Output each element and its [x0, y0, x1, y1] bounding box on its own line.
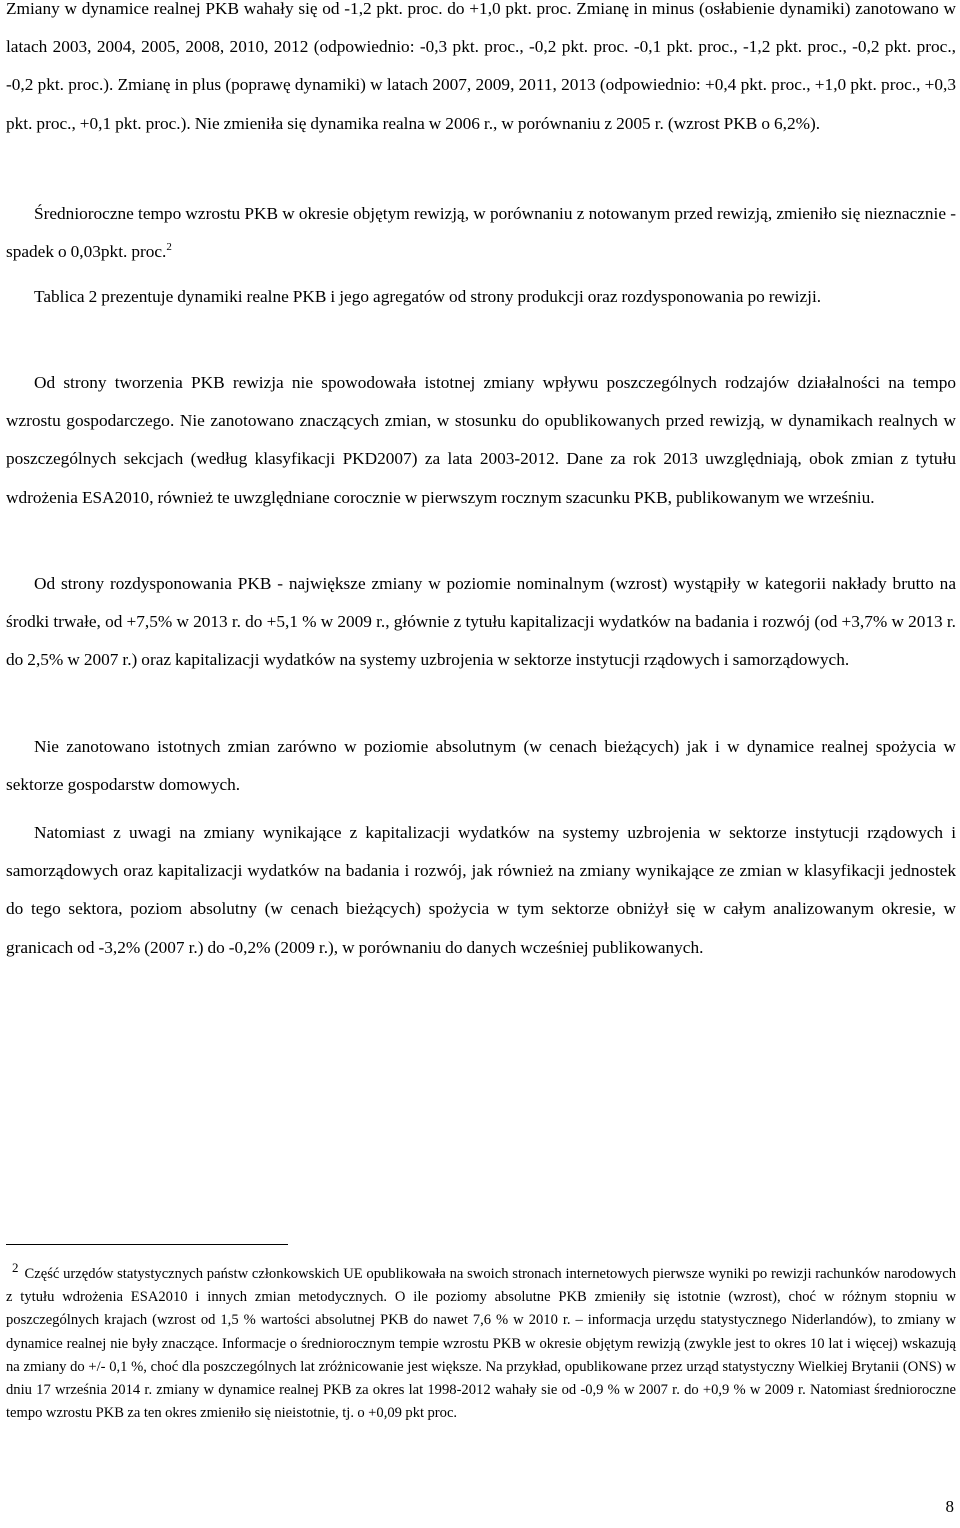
page-number: 8	[945, 1497, 954, 1516]
paragraph-production-side	[6, 364, 956, 517]
paragraph-government-consumption	[6, 814, 956, 967]
paragraph-7: Natomiast z uwagi na zmiany wynikające z kapitalizacji wydatków na systemy uzbrojenia w sektorze instytucji rządowych i samorządowych oraz kapitalizacji wydatków na badania i rozwój, jak również na zmiany wynikające ze zmian w klasyfikacji jednostek do tego sektora, poziom absolutny (w cenach bieżących) spożycia w tym sektorze obniżył się w całym analizowanym okresie, w granicach od -3,2% (2007 r.) do -0,2% (2009 r.), w porównaniu do danych wcześniej publikowanych.	[6, 823, 956, 957]
paragraph-5: Od strony rozdysponowania PKB - największe zmiany w poziomie nominalnym (wzrost) wystąpiły w kategorii nakłady brutto na środki trwałe, od +7,5% w 2013 r. do +5,1 % w 2009 r., głównie z tytułu kapitalizacji wydatków na badania i rozwój (od +3,7% w 2013 r. do 2,5% w 2007 r.) oraz kapitalizacji wydatków na systemy uzbrojenia w sektorze instytucji rządowych i samorządowych.	[6, 574, 956, 670]
paragraph-expenditure-side	[6, 565, 956, 680]
paragraph-1: Zmiany w dynamice realnej PKB wahały się od -1,2 pkt. proc. do +1,0 pkt. proc. Zmianę in minus (osłabienie dynamiki) zanotowano w latach 2003, 2004, 2005, 2008, 2010, 2012 (odpowiednio: -0,3 pkt. proc., -0,2 pkt. proc. -0,1 pkt. proc., -1,2 pkt. proc., -0,2 pkt. proc., -0,2 pkt. proc.). Zmianę in plus (poprawę dynamiki) w latach 2007, 2009, 2011, 2013 (odpowiednio: +0,4 pkt. proc., +1,0 pkt. proc., +0,3 pkt. proc., +0,1 pkt. proc.). Nie zmieniła się dynamika realna w 2006 r., w porównaniu z 2005 r. (wzrost PKB o 6,2%).	[6, 0, 956, 133]
paragraph-6: Nie zanotowano istotnych zmian zarówno w poziomie absolutnym (w cenach bieżących) jak i w dynamice realnej spożycia w sektorze gospodarstw domowych.	[6, 737, 956, 795]
paragraph-table-intro	[6, 278, 956, 316]
footnote-text: Część urzędów statystycznych państw członkowskich UE opublikowała na swoich stronach internetowych pierwsze wyniki po rewizji rachunków narodowych z tytułu wdrożenia ESA2010 i innych zmian metodycznych. O ile poziomy absolutne PKB zmieniły się istotnie (wzrost), choć w różnym stopniu w poszczególnych krajach (wzrost od 1,5 % wartości absolutnej PKB do nawet 7,6 % w 2010 r. – informacja urzędu statystycznego Niderlandów), to zmiany w dynamice realnej nie były znaczące. Informacje o średniorocznym tempie wzrostu PKB w okresie objętym rewizją (zwykle jest to okres 10 lat i więcej) wskazują na zmiany do +/- 0,1 %, choć dla poszczególnych lat zróżnicowanie jest większe. Na przykład, opublikowane przez urząd statystyczny Wielkiej Brytanii (ONS) w dniu 17 września 2014 r. zmiany w dynamice realnej PKB za okres lat 1998-2012 wahały sie od -0,9 % w 2007 r. do +0,9 % w 2009 r. Natomiast średnioroczne tempo wzrostu PKB za ten okres zmieniło się nieistotnie, tj. o +0,09 pkt proc.	[6, 1266, 956, 1422]
footnote-reference: 2	[166, 241, 172, 254]
paragraph-3: Tablica 2 prezentuje dynamiki realne PKB i jego agregatów od strony produkcji oraz rozdysponowania po rewizji.	[34, 287, 822, 306]
footnote-separator	[6, 1244, 288, 1245]
paragraph-average-growth	[6, 195, 956, 271]
paragraph-household-consumption	[6, 728, 956, 804]
footnote-number: 2	[12, 1260, 19, 1276]
footnote	[6, 1260, 956, 1425]
paragraph-4: Od strony tworzenia PKB rewizja nie spowodowała istotnej zmiany wpływu poszczególnych rodzajów działalności na tempo wzrostu gospodarczego. Nie zanotowano znaczących zmian, w stosunku do opublikowanych przed rewizją, w dynamikach realnych w poszczególnych sekcjach (według klasyfikacji PKD2007) za lata 2003-2012. Dane za rok 2013 uwzględniają, obok zmian z tytułu wdrożenia ESA2010, również te uwzględniane corocznie w pierwszym rocznym szacunku PKB, publikowanym we wrześniu.	[6, 373, 956, 507]
paragraph-2: Średnioroczne tempo wzrostu PKB w okresie objętym rewizją, w porównaniu z notowanym przed rewizją, zmieniło się nieznacznie - spadek o 0,03pkt. proc.	[6, 204, 956, 262]
paragraph-dynamics-changes	[6, 0, 956, 143]
